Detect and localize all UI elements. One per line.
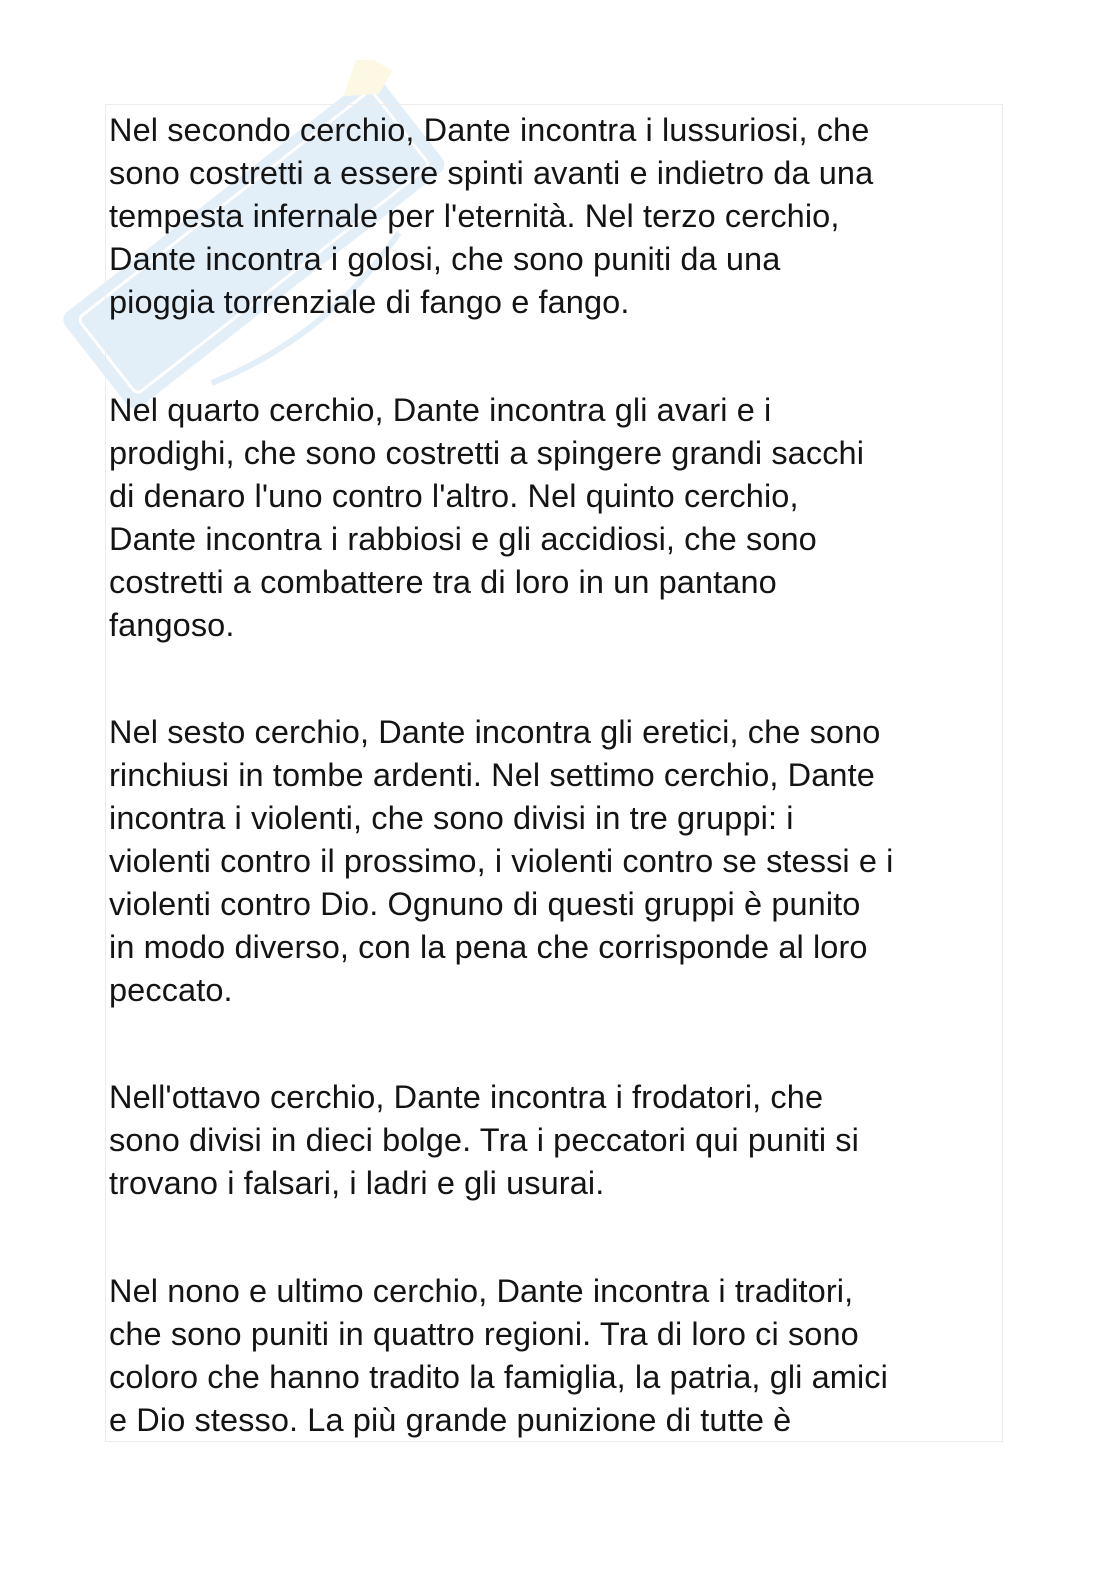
paragraph-secondo-terzo-cerchio: Nel secondo cerchio, Dante incontra i lussuriosi, che sono costretti a essere spinti avanti e indietro da una tempesta infernale per l'eternità. Nel terzo cerchio, Dante incontra i golosi, che sono puniti da una pioggia torrenziale di fango e fango. [109,112,874,320]
paragraph-sesto-settimo-cerchio: Nel sesto cerchio, Dante incontra gli eretici, che sono rinchiusi in tombe ardenti. Nel settimo cerchio, Dante incontra i violenti, che sono divisi in tre gruppi: i violenti contro il prossimo, i violenti contro se stessi e i violenti contro Dio. Ognuno di questi gruppi è punito in modo diverso, con la pena che corrisponde al loro peccato. [109,714,894,1008]
paragraph-quarto-quinto-cerchio: Nel quarto cerchio, Dante incontra gli avari e i prodighi, che sono costretti a spingere grandi sacchi di denaro l'uno contro l'altro. Nel quinto cerchio, Dante incontra i rabbiosi e gli accidiosi, che sono costretti a combattere tra di loro in un pantano fangoso. [109,392,865,643]
paragraph-nono-cerchio: Nel nono e ultimo cerchio, Dante incontra i traditori, che sono puniti in quattro regioni. Tra di loro ci sono coloro che hanno tradito la famiglia, la patria, gli amici e Dio stesso. La più grande punizione di tutte è [109,1273,888,1438]
paragraph-ottavo-cerchio: Nell'ottavo cerchio, Dante incontra i frodatori, che sono divisi in dieci bolge. Tra i peccatori qui puniti si trovano i falsari, i ladri e gli usurai. [109,1079,859,1201]
